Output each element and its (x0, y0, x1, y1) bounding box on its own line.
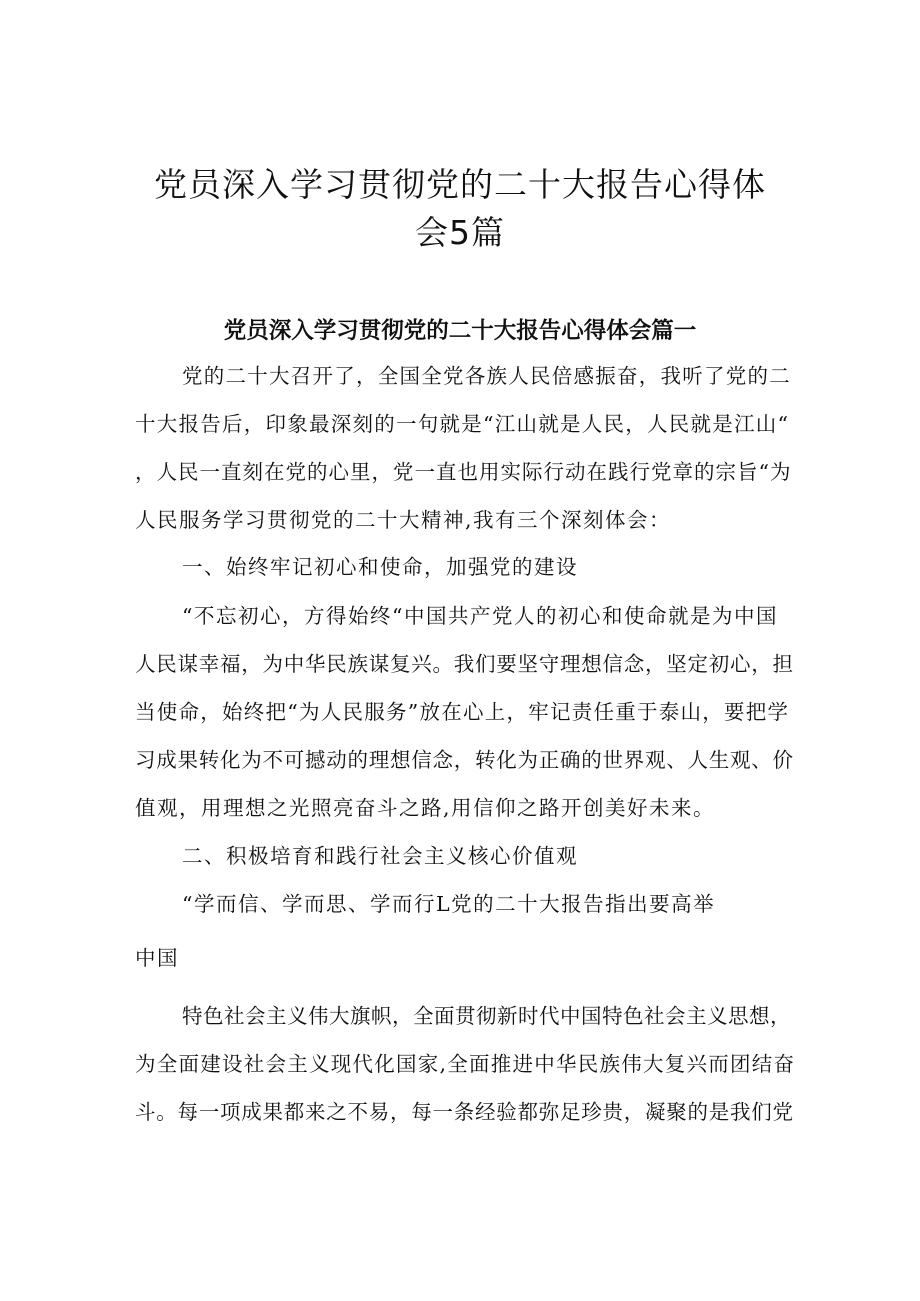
paragraph-line: 斗。每一项成果都来之不易，每一条经验都弥足珍贵，凝聚的是我们党 (135, 1100, 794, 1124)
subheading-1: 一、始终牢记初心和使命，加强党的建设 (182, 555, 578, 579)
document-title-line-2: 会5篇 (415, 213, 505, 252)
section-heading: 党员深入学习贯彻党的二十大报告心得体会篇一 (223, 318, 697, 344)
paragraph-line: 人民谋幸福，为中华民族谋复兴。我们要坚守理想信念，坚定初心，担 (135, 652, 794, 676)
paragraph-line: 党的二十大召开了，全国全党各族人民倍感振奋，我听了党的二 (182, 364, 791, 388)
paragraph-line: 为全面建设社会主义现代化国家,全面推进中华民族伟大复兴而团结奋 (135, 1052, 796, 1076)
paragraph-line: 十大报告后，印象最深刻的一句就是“江山就是人民，人民就是江山“ (135, 412, 790, 436)
paragraph-line: 人民服务学习贯彻党的二十大精神,我有三个深刻体会： (135, 508, 672, 532)
paragraph-line: “学而信、学而思、学而行L党的二十大报告指出要高举 (182, 892, 716, 916)
paragraph-line: 值观，用理想之光照亮奋斗之路,用信仰之路开创美好未来。 (135, 796, 716, 820)
paragraph-line: 中国 (135, 946, 179, 970)
paragraph-line: ，人民一直刻在党的心里，党一直也用实际行动在践行党章的宗旨“为 (135, 460, 792, 484)
document-title-line-1: 党员深入学习贯彻党的二十大报告心得体 (154, 165, 766, 204)
paragraph-line: 习成果转化为不可撼动的理想信念，转化为正确的世界观、人生观、价 (135, 748, 794, 772)
paragraph-line: “不忘初心，方得始终“中国共产党人的初心和使命就是为中国 (182, 604, 778, 628)
paragraph-line: 当使命，始终把“为人民服务”放在心上，牢记责任重于泰山，要把学 (135, 700, 790, 724)
paragraph-line: 特色社会主义伟大旗帜，全面贯彻新时代中国特色社会主义思想， (182, 1004, 791, 1028)
subheading-2: 二、积极培育和践行社会主义核心价值观 (182, 844, 578, 868)
